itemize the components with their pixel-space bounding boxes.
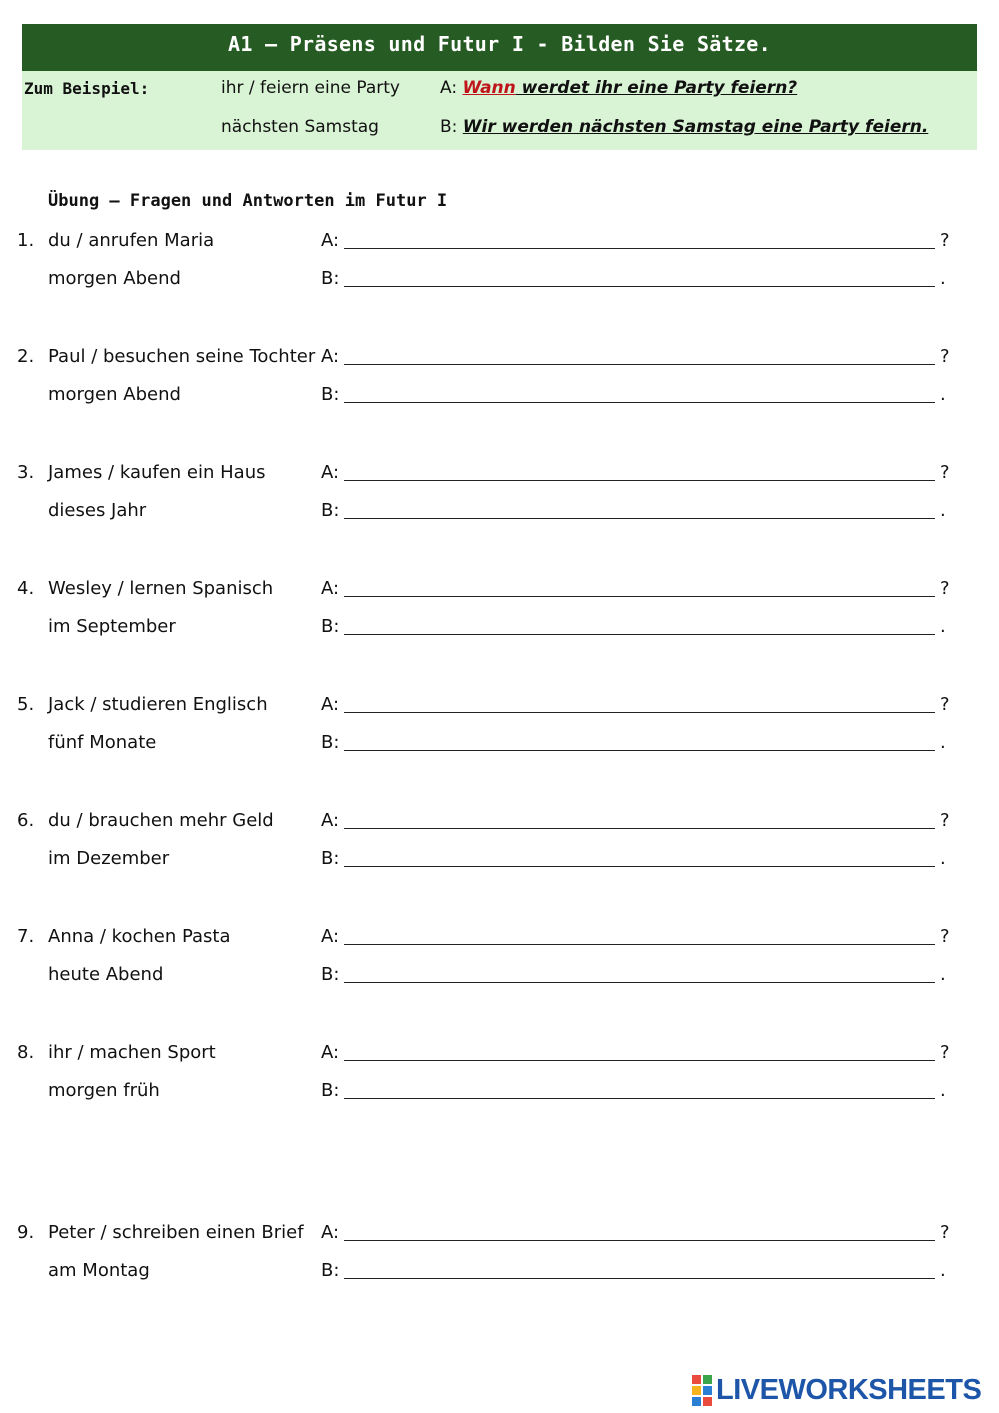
exercise-answer-row <box>0 847 999 871</box>
exercise-answer-row <box>0 1259 999 1283</box>
page-title: A1 – Präsens und Futur I - Bilden Sie Sätze. <box>22 24 977 71</box>
question-mark: ? <box>940 694 950 715</box>
exercise-question-row <box>0 1221 999 1245</box>
exercise-question-row <box>0 809 999 833</box>
exercise-cue-subject: ihr / machen Sport <box>48 1042 216 1063</box>
question-mark: ? <box>940 230 950 251</box>
exercise-cue-subject: Wesley / lernen Spanisch <box>48 578 274 599</box>
exercise-cue-subject: du / anrufen Maria <box>48 230 215 251</box>
question-label: A: <box>321 346 340 367</box>
exercise-number: 8. <box>17 1042 35 1063</box>
example-label: Zum Beispiel: <box>24 79 150 98</box>
answer-line[interactable] <box>344 1098 935 1099</box>
exercise-number: 1. <box>17 230 35 251</box>
exercise-cue-subject: James / kaufen ein Haus <box>48 462 266 483</box>
example-box <box>22 24 977 150</box>
exercise-cue-time: fünf Monate <box>48 732 157 753</box>
exercise-cue-time: im September <box>48 616 176 637</box>
exercise-question-row <box>0 577 999 601</box>
exercise-question-row <box>0 693 999 717</box>
question-label: A: <box>321 230 340 251</box>
exercise-question-row <box>0 229 999 253</box>
example-question-rest: werdet ihr eine Party feiern? <box>515 78 798 98</box>
logo-text: LIVEWORKSHEETS <box>716 1373 982 1406</box>
question-mark: ? <box>940 810 950 831</box>
exercise-cue-time: morgen Abend <box>48 384 181 405</box>
exercise-number: 4. <box>17 578 35 599</box>
question-label: A: <box>321 1222 340 1243</box>
answer-line[interactable] <box>344 286 935 287</box>
section-title: Übung – Fragen und Antworten im Futur I <box>48 191 448 211</box>
answer-label: B: <box>321 964 340 985</box>
exercise-number: 2. <box>17 346 35 367</box>
period-mark: . <box>940 1260 946 1281</box>
exercise-answer-row <box>0 963 999 987</box>
question-mark: ? <box>940 1222 950 1243</box>
question-mark: ? <box>940 926 950 947</box>
exercise-cue-time: im Dezember <box>48 848 170 869</box>
question-label: A: <box>321 1042 340 1063</box>
question-mark: ? <box>940 1042 950 1063</box>
example-cue-time: nächsten Samstag <box>221 117 379 137</box>
exercise-number: 7. <box>17 926 35 947</box>
exercise-cue-time: morgen Abend <box>48 268 181 289</box>
period-mark: . <box>940 384 946 405</box>
example-question-word: Wann <box>462 78 516 98</box>
liveworksheets-logo <box>692 1374 981 1406</box>
question-answer-line[interactable] <box>344 248 935 249</box>
exercise-cue-subject: Paul / besuchen seine Tochter <box>48 346 316 367</box>
answer-line[interactable] <box>344 1278 935 1279</box>
question-answer-line[interactable] <box>344 596 935 597</box>
exercise-answer-row <box>0 731 999 755</box>
answer-line[interactable] <box>344 402 935 403</box>
question-answer-line[interactable] <box>344 828 935 829</box>
answer-label: B: <box>321 848 340 869</box>
exercise-cue-time: heute Abend <box>48 964 164 985</box>
exercise-question-row <box>0 1041 999 1065</box>
period-mark: . <box>940 732 946 753</box>
exercise-question-row <box>0 925 999 949</box>
answer-line[interactable] <box>344 518 935 519</box>
answer-label: B: <box>321 1260 340 1281</box>
period-mark: . <box>940 616 946 637</box>
period-mark: . <box>940 500 946 521</box>
exercise-question-row <box>0 345 999 369</box>
exercise-cue-time: dieses Jahr <box>48 500 147 521</box>
exercise-cue-subject: du / brauchen mehr Geld <box>48 810 274 831</box>
answer-label: B: <box>321 268 340 289</box>
exercise-answer-row <box>0 499 999 523</box>
period-mark: . <box>940 1080 946 1101</box>
question-answer-line[interactable] <box>344 480 935 481</box>
answer-label: B: <box>321 616 340 637</box>
exercise-number: 3. <box>17 462 35 483</box>
question-answer-line[interactable] <box>344 364 935 365</box>
exercise-cue-subject: Peter / schreiben einen Brief <box>48 1222 304 1243</box>
question-mark: ? <box>940 462 950 483</box>
exercise-answer-row <box>0 267 999 291</box>
question-label: A: <box>321 578 340 599</box>
answer-label: B: <box>321 732 340 753</box>
answer-label: B: <box>321 500 340 521</box>
question-label: A: <box>321 926 340 947</box>
example-question <box>440 77 797 99</box>
question-answer-line[interactable] <box>344 712 935 713</box>
answer-line[interactable] <box>344 634 935 635</box>
exercise-number: 9. <box>17 1222 35 1243</box>
exercise-cue-time: am Montag <box>48 1260 150 1281</box>
period-mark: . <box>940 268 946 289</box>
answer-label: B: <box>321 384 340 405</box>
exercise-question-row <box>0 461 999 485</box>
answer-line[interactable] <box>344 982 935 983</box>
question-mark: ? <box>940 578 950 599</box>
exercise-answer-row <box>0 615 999 639</box>
answer-label: B: <box>321 1080 340 1101</box>
answer-line[interactable] <box>344 866 935 867</box>
exercise-answer-row <box>0 1079 999 1103</box>
exercise-number: 6. <box>17 810 35 831</box>
question-answer-line[interactable] <box>344 944 935 945</box>
period-mark: . <box>940 964 946 985</box>
exercise-cue-subject: Jack / studieren Englisch <box>48 694 268 715</box>
question-answer-line[interactable] <box>344 1240 935 1241</box>
exercise-number: 5. <box>17 694 35 715</box>
question-mark: ? <box>940 346 950 367</box>
question-label: A: <box>321 462 340 483</box>
question-answer-line[interactable] <box>344 1060 935 1061</box>
example-b-prefix: B: <box>440 117 458 137</box>
exercise-cue-subject: Anna / kochen Pasta <box>48 926 231 947</box>
question-label: A: <box>321 694 340 715</box>
example-answer-text: Wir werden nächsten Samstag eine Party feiern. <box>462 117 929 137</box>
question-label: A: <box>321 810 340 831</box>
example-a-prefix: A: <box>440 78 458 98</box>
period-mark: . <box>940 848 946 869</box>
exercise-answer-row <box>0 383 999 407</box>
example-cue-subject: ihr / feiern eine Party <box>221 78 400 98</box>
answer-line[interactable] <box>344 750 935 751</box>
exercise-cue-time: morgen früh <box>48 1080 160 1101</box>
example-answer <box>440 116 928 138</box>
logo-blocks-icon <box>692 1375 712 1406</box>
